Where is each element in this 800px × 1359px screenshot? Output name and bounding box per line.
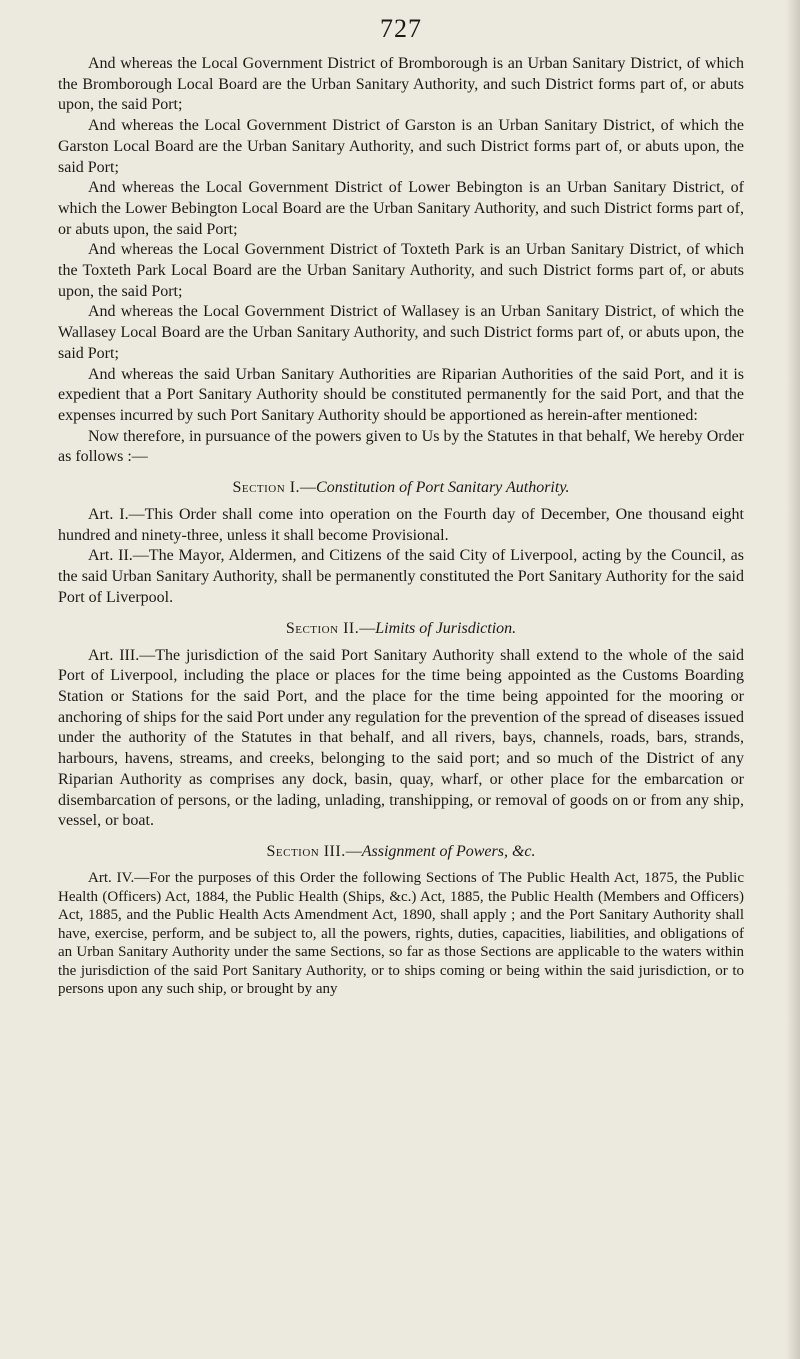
article-2: Art. II.—The Mayor, Aldermen, and Citizens of the said City of Liverpool, acting by the Council, as the said Urban Sanitary Authority, shall be permanently constituted the Port Sanitary Authority for the said Port of Liverpool. [58,547,744,606]
section-heading-2: Section II.—Limits of Jurisdiction. [285,619,517,637]
article-3: Art. III.—The jurisdiction of the said Port Sanitary Authority shall extend to the whole of the said Port of Liverpool, including the place or places for the time being appointed as the Customs Boarding Station or Stations for the said Port, and the place for the time being appointed for the mooring or anchoring of ships for the said Port under any regulation for the prevention of the spread of diseases issued under the authority of the Statutes in that behalf, and all rivers, bays, channels, roads, bars, strands, harbours, havens, streams, and creeks, belonging to the said port; and so much of the District of any Riparian Authority as comprises any dock, basin, quay, wharf, or other place for the embarcation or disembarcation of persons, or the lading, unlading, transhipping, or removal of goods on or from any ship, vessel, or boat. [58,646,744,830]
recital-wallasey: And whereas the Local Government District of Wallasey is an Urban Sanitary District, of which the Wallasey Local Board are the Urban Sanitary Authority, and such District forms part of, or abuts upon, the said Port; [58,303,744,362]
recital-lower-bebington: And whereas the Local Government District of Lower Bebington is an Urban Sanitary District, of which the Lower Bebington Local Board are the Urban Sanitary Authority, and such District forms part of, or abuts upon, the said Port; [58,179,744,238]
page-number: 727 [380,14,422,43]
recital-garston: And whereas the Local Government District of Garston is an Urban Sanitary District, of which the Garston Local Board are the Urban Sanitary Authority, and such District forms part of, or abuts upon, the said Port; [58,117,744,176]
page-edge-shadow [786,0,800,1359]
recital-toxteth-park: And whereas the Local Government District of Toxteth Park is an Urban Sanitary District, of which the Toxteth Park Local Board are the Urban Sanitary Authority, and such District forms part of, or abuts upon, the said Port; [58,241,744,300]
recital-bromborough: And whereas the Local Government District of Bromborough is an Urban Sanitary District, of which the Bromborough Local Board are the Urban Sanitary Authority, and such District forms part of, or abuts upon, the said Port; [58,55,744,114]
section-title: Assignment of Powers, &c. [361,842,536,860]
article-4: Art. IV.—For the purposes of this Order the following Sections of The Public Health Act, 1875, the Public Health (Officers) Act, 1884, the Public Health (Ships, &c.) Act, 1885, the Public Health (Members and Officers) Act, 1885, and the Public Health Acts Amendment Act, 1890, shall apply ; and the Port Sanitary Authority shall have, exercise, perform, and be subject to, all the powers, rights, duties, capacities, liabilities, and obligations of an Urban Sanitary Authority under the same Sections, so far as those Sections are applicable to the waters within the jurisdiction of the said Port Sanitary Authority, or to ships coming or being within the said jurisdiction, or to persons upon any such ship, or brought by any [58,869,744,998]
section-label: Section III. [266,842,346,860]
order-body [58,54,744,999]
section-title: Limits of Jurisdiction. [375,619,517,637]
section-title: Constitution of Port Sanitary Authority. [316,479,570,497]
recital-now-therefore: Now therefore, in pursuance of the powers given to Us by the Statutes in that behalf, We hereby Order as follows :— [58,427,744,466]
article-1: Art. I.—This Order shall come into operation on the Fourth day of December, One thousand eight hundred and ninety-three, unless it shall become Provisional. [58,506,744,544]
section-heading-1: Section I.—Constitution of Port Sanitary Authority. [232,479,570,497]
section-label: Section II. [285,619,360,637]
section-label: Section I. [232,479,301,497]
recital-riparian-authorities: And whereas the said Urban Sanitary Authorities are Riparian Authorities of the said Port, and it is expedient that a Port Sanitary Authority should be constituted permanently for the said Port, and that the expenses incurred by such Port Sanitary Authority should be apportioned as herein-after mentioned: [58,365,744,424]
section-heading-3: Section III.—Assignment of Powers, &c. [266,842,536,860]
